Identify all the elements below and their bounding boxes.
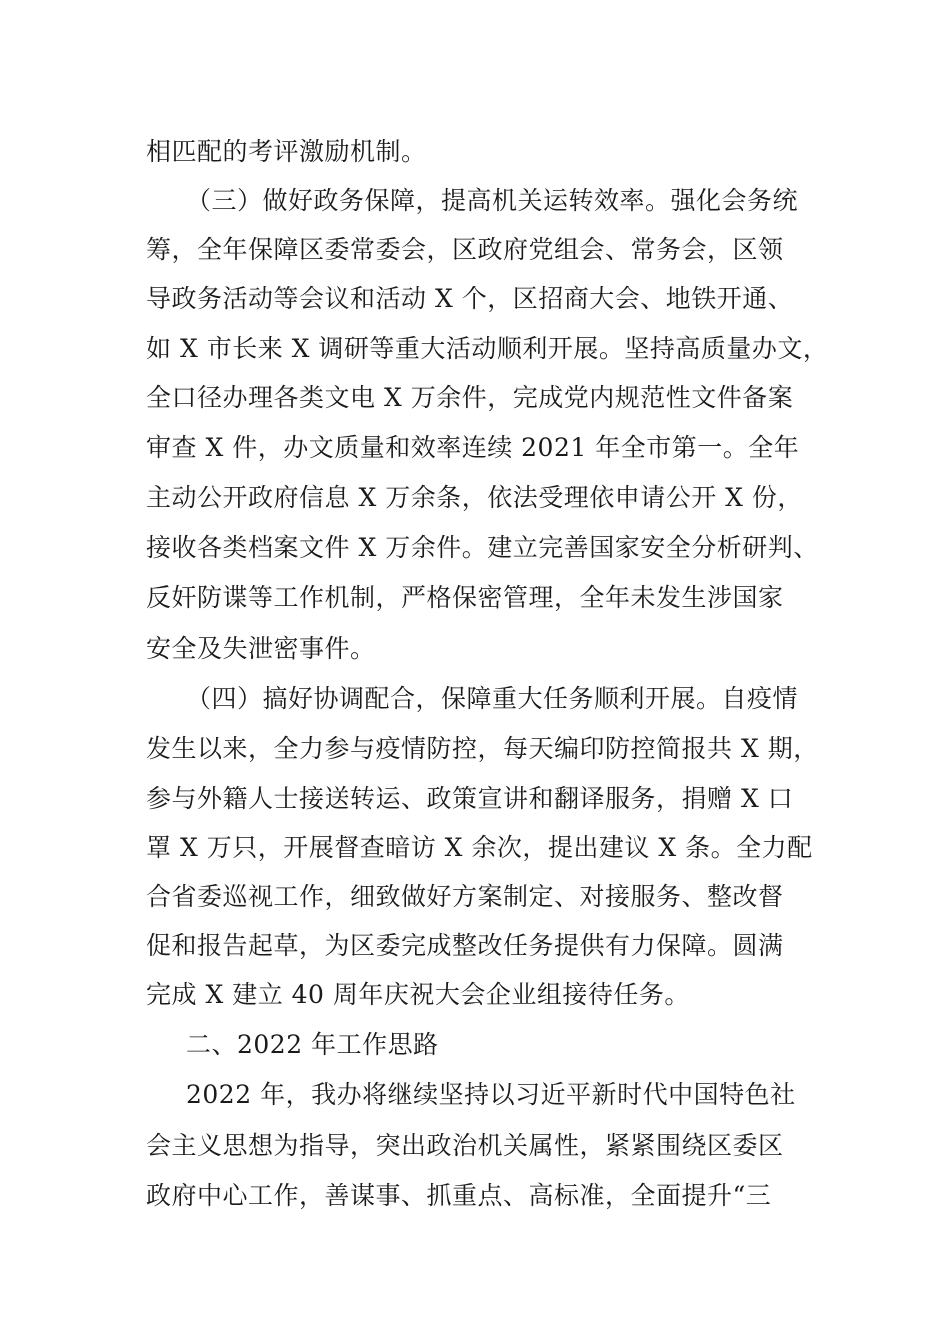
text-line: 相匹配的考评激励机制。 [146,137,427,166]
text-line: 参与外籍人士接送转运、政策宣讲和翻译服务，捐赠 X 口 [146,784,794,813]
paragraph-start: （四）搞好协调配合，保障重大任务顺利开展。自疫情 [186,684,799,713]
text-line: 审查 X 件，办文质量和效率连续 2021 年全市第一。全年 [146,433,800,462]
text-line: 如 X 市长来 X 调研等重大活动顺利开展。坚持高质量办文， [146,334,829,363]
text-line: 全口径办理各类文电 X 万余件，完成党内规范性文件备案 [146,383,794,412]
text-line: 筹，全年保障区委常委会，区政府党组会、常务会，区领 [146,235,784,264]
paragraph-start: （三）做好政务保障，提高机关运转效率。强化会务统 [186,186,799,215]
text-line: 罩 X 万只，开展督查暗访 X 余次，提出建议 X 条。全力配 [146,833,813,862]
section-heading: 二、2022 年工作思路 [186,1030,439,1059]
text-line: 安全及失泄密事件。 [146,634,376,663]
text-line: 反奸防谍等工作机制，严格保密管理，全年未发生涉国家 [146,583,784,612]
text-line: 促和报告起草，为区委完成整改任务提供有力保障。圆满 [146,931,784,960]
text-line: 发生以来，全力参与疫情防控，每天编印防控简报共 X 期， [146,734,819,763]
paragraph-start: 2022 年，我办将继续坚持以习近平新时代中国特色社 [186,1080,796,1109]
text-line: 主动公开政府信息 X 万余条，依法受理依申请公开 X 份， [146,483,803,512]
text-line: 接收各类档案文件 X 万余件。建立完善国家安全分析研判、 [146,533,819,562]
text-line: 政府中心工作，善谋事、抓重点、高标准，全面提升“三 [146,1181,772,1210]
text-line: 导政务活动等会议和活动 X 个，区招商大会、地铁开通、 [146,284,794,313]
text-line: 会主义思想为指导，突出政治机关属性，紧紧围绕区委区 [146,1131,784,1160]
text-line: 合省委巡视工作，细致做好方案制定、对接服务、整改督 [146,882,784,911]
text-line: 完成 X 建立 40 周年庆祝大会企业组接待任务。 [146,980,690,1009]
